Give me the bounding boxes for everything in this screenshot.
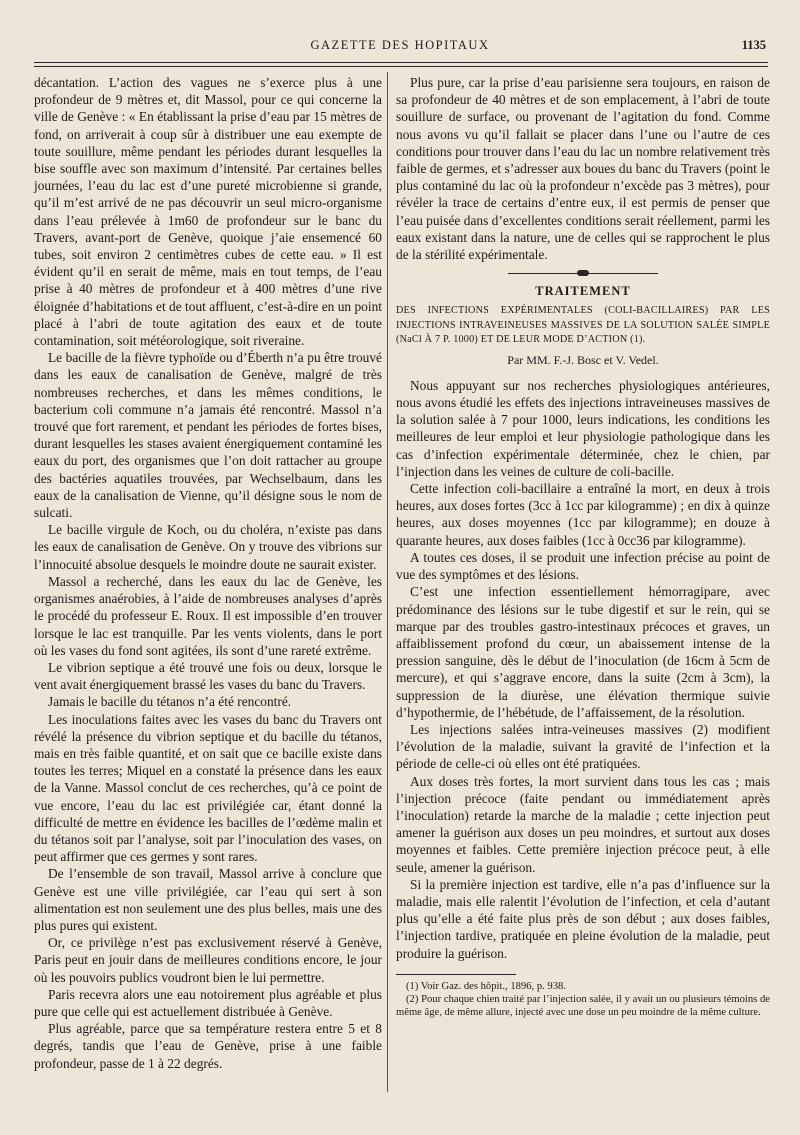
paragraph: Le vibrion septique a été trouvé une fois ou deux, lorsque le vent avait énergiquement brassé les vases du banc du Travers. — [34, 659, 382, 693]
paragraph: Le bacille virgule de Koch, ou du choléra, n’existe pas dans les eaux de canalisation de Genève. On y trouve des vibrions sur l’innocuité absolue desquels le moindre doute ne saurait exister. — [34, 522, 382, 572]
header-rule — [34, 62, 768, 63]
header-rule — [34, 66, 768, 67]
section-title: TRAITEMENT — [535, 284, 631, 299]
paragraph: Aux doses très fortes, la mort survient dans tous les cas ; mais l’injection précoce (faite pendant ou immédiatement après l’inoculation) retarde la marche de la maladie ; cette injection peut amener la guérison aux doses un peu moindres, et surtout aux doses moyennes et faibles. Cette première injection précoce peut, à elle seule, amener la guérison. — [396, 773, 770, 875]
right-column — [396, 74, 770, 1019]
footnote: (1) Voir Gaz. des hôpit., 1896, p. 938. — [406, 980, 566, 992]
paragraph: A toutes ces doses, il se produit une infection précise au point de vue des symptômes et des lésions. — [396, 549, 770, 583]
paragraph: Nous appuyant sur nos recherches physiologiques antérieures, nous avons étudié les effets des injections intraveineuses massives de la solution salée à 7 pour 1000, leurs indications, les conditions les meilleures de leur emploi et leur physiologie pathologique dans les cas d’infection expérimentale déterminée, chez le chien, par l’injection dans les veines de culture de coli-bacille. — [396, 377, 770, 479]
paragraph: Or, ce privilège n’est pas exclusivement réservé à Genève, Paris peut en jouir dans de meilleures conditions encore, le jour où les pouvoirs publics voudront bien le lui permettre. — [34, 935, 382, 985]
paragraph: Massol a recherché, dans les eaux du lac de Genève, les organismes anaérobies, à l’aide de nombreuses analyses d’après le procédé du professeur E. Roux. Il est impossible d’en trouver lorsque le lac est tranquille. Par les vents violents, dans le port où les vases du fond sont agitées, ils sont d’une rareté extrême. — [34, 573, 382, 658]
paragraph: décantation. L’action des vagues ne s’exerce plus à une profondeur de 9 mètres et, dit Massol, pour ce qui concerne la ville de Genève : « En établissant la prise d’eau par 15 mètres de fond, on arriverait à coup sûr à distribuer une eau exempte de toute souillure, même pendant les périodes durant lesquelles la bise souffle avec son maximum d’intensité. Par certaines belles journées, l’eau du lac est d’une pureté microbienne si grande, qu’il m’est arrivé de ne pas découvrir un seul micro-organisme dans l’eau prélevée à 1m60 de profondeur sur le banc du Travers, avant-port de Genève, quoique j’aie ensemencé 60 tubes, soit environ 2 centimètres cubes de cette eau. » Il est évident qu’il en serait de même, mais en tout temps, de l’eau prise à 40 mètres de profondeur et à 400 mètres d’une rive éloignée d’habitations et de tout affluent, c’est-à-dire en un point placé à l’abri de toute agitation des eaux et de toute contamination, soit météorologique, soit riveraine. — [34, 75, 382, 349]
paragraph: C’est une infection essentiellement hémorragipare, avec prédominance des lésions sur le tube digestif et sur le rein, qui se marque par des troubles gastro-intestinaux précoces et graves, un affaiblissement profond du cœur, un abaissement intense de la pression sanguine, dès le début de l’inoculation (de 16cm à 5cm de mercure), et qui s’aggrave encore, dans la suite (2cm à 3cm), la suppression de la diurèse, une élévation thermique suivie d’hypothermie, de l’hébétude, de l’affaissement, de la résolution. — [396, 584, 770, 720]
left-column — [34, 74, 382, 1072]
journal-title: GAZETTE DES HOPITAUX — [310, 38, 490, 52]
paragraph: Jamais le bacille du tétanos n’a été rencontré. — [48, 694, 292, 710]
footnote: (2) Pour chaque chien traité par l’injection salée, il y avait un ou plusieurs témoins de même âge, de même allure, injecté avec une dose un peu moindre de la même culture. — [396, 993, 770, 1019]
paragraph: Si la première injection est tardive, elle n’a pas d’influence sur la maladie, mais elle ralentit l’évolution de l’infection, et cela d’autant plus qu’elle a été faite plus près de son début ; aux doses faibles, l’injection tardive, pratiquée en pleine évolution de la maladie, peut produire la guérison. — [396, 876, 770, 961]
column-divider — [387, 72, 388, 1092]
paragraph: Le bacille de la fièvre typhoïde ou d’Éberth n’a pu être trouvé dans les eaux de canalisation de Genève, malgré de très nombreuses recherches, et dans les mêmes conditions, le bacterium coli commune n’a jamais été rencontré. Massol n’a trouvé que fort rarement, et pendant les périodes de fortes bises, durant lesquelles les stases avaient énergiquement contaminé les eaux du port, des organismes que l’on doit rattacher au groupe des bactéries aquatiles trouvées, par Wechselbaum, dans les eaux de la canalisation de Vienne, qu’il désigne sous le nom de sulcati. — [34, 350, 382, 521]
paragraph: Paris recevra alors une eau notoirement plus agréable et plus pure que celle qui est actuellement distribuée à Genève. — [34, 986, 382, 1019]
ornament-dot — [577, 270, 589, 276]
paragraph: Les inoculations faites avec les vases du banc du Travers ont révélé la présence du vibrion septique et du bacille du tétanos, mais en très faible quantité, et on sait que ce bacille existe dans toutes les terres; Miquel en a constaté la présence dans les eaux de la Vanne. Massol conclut de ces recherches, qu’à ce point de vue encore, l’eau du lac est privilégiée car, étant donné la difficulté de mettre en évidence les bacilles de l’œdème malin et du tétanos soit par l’analyse, soit par l’inoculation des vases, on peut affirmer que ces germes y sont rares. — [34, 711, 382, 865]
article-authors: Par MM. F.-J. Bosc et V. Vedel. — [507, 352, 659, 367]
article-subtitle: DES INFECTIONS EXPÉRIMENTALES (COLI-BACILLAIRES) PAR LES INJECTIONS INTRAVEINEUSES MASSIVES DE LA SOLUTION SALÉE SIMPLE (NaCl À 7 P. 1000) ET DE LEUR MODE D’ACTION (1). — [396, 305, 770, 346]
paragraph: Cette infection coli-bacillaire a entraîné la mort, en deux à trois heures, aux doses fortes (3cc à 1cc par kilogramme) ; en dix à quinze heures, aux doses moyennes (1cc par kilogramme); en douze à quarante heures, aux doses faibles (1cc à 0cc36 par kilogramme). — [396, 481, 770, 548]
footnote-rule — [396, 974, 516, 975]
paragraph: Plus agréable, parce que sa température restera entre 5 et 8 degrés, tandis que l’eau de Genève, prise à une faible profondeur, passe de 1 à 22 degrés. — [34, 1021, 382, 1071]
paragraph: Plus pure, car la prise d’eau parisienne sera toujours, en raison de sa profondeur de 40 mètres et de son emplacement, à l’abri de toute souillure de surface, ou provenant de l’agitation du fond. Comme nous avons vu qu’il fallait se placer dans l’une ou l’autre de ces conditions pour trouver dans l’eau du lac un nombre relativement très faible de germes, et s’adresser aux boues du banc du Travers (point le plus contaminé du lac où la profondeur n’excède pas 3 mètres), pour révéler la trace de certains d’entre eux, il est permis de penser que l’eau puisée dans d’excellentes conditions serait réellement, parmi les eaux existant dans la nature, une de celles qui se rapprochent le plus de la stérilité expérimentale. — [396, 75, 770, 263]
page-header — [0, 34, 800, 54]
paragraph: Les injections salées intra-veineuses massives (2) modifient l’évolution de la maladie, suivant la gravité de l’infection et la période de celle-ci où elles ont été pratiquées. — [396, 721, 770, 772]
paragraph: De l’ensemble de son travail, Massol arrive à conclure que Genève est une ville privilégiée, car l’eau qui sert à son alimentation est non seulement une des plus belles, mais une des plus pures qui existent. — [34, 866, 382, 933]
section-ornament — [508, 269, 658, 277]
page-number: 1135 — [741, 38, 766, 52]
